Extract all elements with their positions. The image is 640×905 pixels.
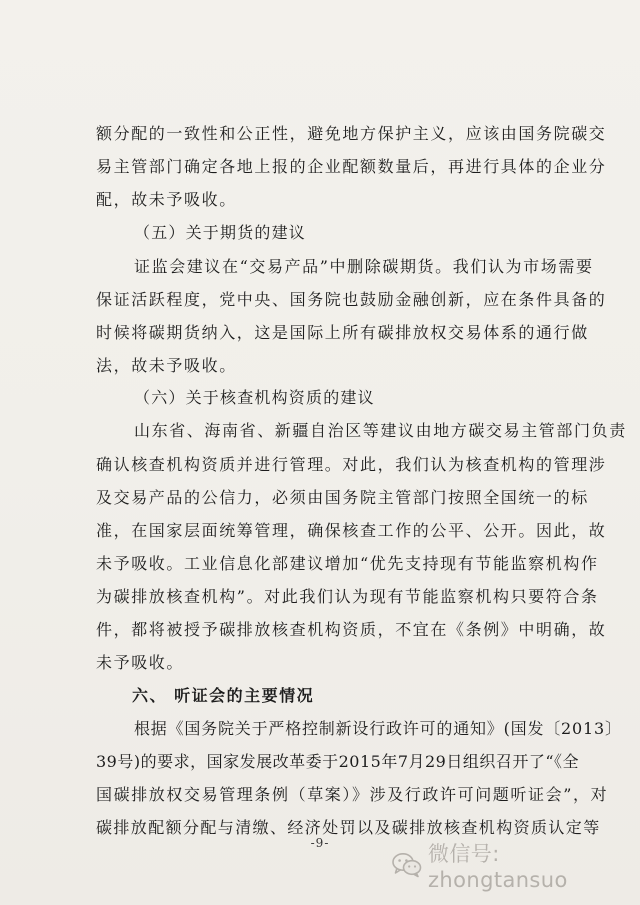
paragraph-line: 准，在国家层面统筹管理，确保核查工作的公平、公开。因此，故 [96, 521, 607, 540]
wechat-watermark [392, 842, 640, 892]
paragraph-line: 山东省、海南省、新疆自治区等建议由地方碳交易主管部门负责 [134, 421, 627, 440]
subheading-futures: （五）关于期货的建议 [134, 223, 307, 242]
paragraph-line: 时候将碳期货纳入，这是国际上所有碳排放权交易体系的通行做 [96, 323, 589, 342]
paragraph-line: 未予吸收。 [96, 653, 185, 672]
wechat-icon [392, 852, 422, 878]
paragraph-line: 为碳排放核查机构”。对此我们认为现有节能监察机构只要符合条 [96, 587, 599, 606]
paragraph-line: 法，故未予吸收。 [96, 356, 237, 375]
paragraph-line: 确认核查机构资质并进行管理。对此，我们认为核查机构的管理涉 [96, 455, 607, 474]
watermark-text: 微信号: zhongtansuo [428, 842, 568, 892]
paragraph-line: 39号)的要求，国家发展改革委于2015年7月29日组织召开了“《全 [96, 752, 580, 771]
paragraph-line: 额分配的一致性和公正性，避免地方保护主义，应该由国务院碳交 [96, 124, 607, 143]
page-number: -9- [310, 836, 330, 850]
subheading-verification: （六）关于核查机构资质的建议 [134, 388, 375, 407]
paragraph-line: 保证活跃程度，党中央、国务院也鼓励金融创新，应在条件具备的 [96, 290, 607, 309]
paragraph-line: 根据《国务院关于严格控制新设行政许可的通知》(国发〔2013〕 [134, 719, 622, 738]
paragraph-line: 未予吸收。工业信息化部建议增加“优先支持现有节能监察机构作 [96, 554, 599, 573]
paragraph-line: 碳排放配额分配与清缴、经济处罚以及碳排放核查机构资质认定等 [96, 818, 601, 837]
section-heading-hearing: 六、 听证会的主要情况 [132, 686, 315, 705]
paragraph-line: 易主管部门确定各地上报的企业配额数量后，再进行具体的企业分 [96, 157, 607, 176]
paragraph-line: 及交易产品的公信力，必须由国务院主管部门按照全国统一的标 [96, 488, 589, 507]
paragraph-line: 证监会建议在“交易产品”中删除碳期货。我们认为市场需要 [134, 257, 594, 276]
paragraph-line: 国碳排放权交易管理条例（草案）》涉及行政许可问题听证会”，对 [96, 785, 609, 804]
paragraph-line: 配，故未予吸收。 [96, 190, 237, 209]
paragraph-line: 件，都将被授予碳排放核查机构资质，不宜在《条例》中明确，故 [96, 620, 607, 639]
